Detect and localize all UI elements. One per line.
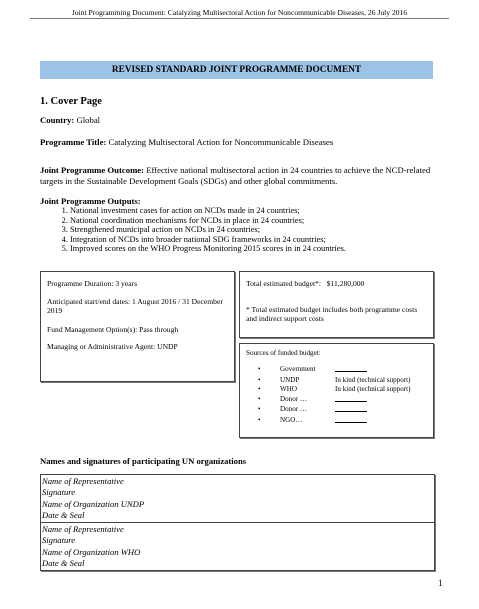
source-row [258, 376, 410, 386]
header-rule [30, 18, 449, 19]
representative-line: Name of Representative [42, 476, 124, 486]
source-row [258, 365, 410, 376]
signatures-table [40, 474, 435, 571]
sources-title: Sources of funded budget: [246, 349, 321, 357]
bullet-icon: • [258, 385, 261, 394]
outcome-label: Joint Programme Outcome: [40, 165, 145, 175]
programme-details-box [40, 271, 235, 382]
source-name: Government [280, 365, 316, 373]
source-blank [335, 365, 367, 376]
organization-line: Name of Organization UNDP [42, 498, 145, 509]
source-name: UNDP [280, 375, 300, 384]
country-label: Country: [40, 115, 75, 125]
source-value: In kind (technical support) [335, 385, 411, 394]
document-banner: REVISED STANDARD JOINT PROGRAMME DOCUMENT [40, 61, 433, 79]
source-name: Donor … [280, 394, 307, 403]
programme-title-label: Programme Title: [40, 137, 107, 147]
source-blank [335, 395, 367, 406]
outcome-text: Effective national multisectoral action in 24 countries to achieve the NCD-related targets in the Sustainable Development Goals (SDGs) and other global commitments. [40, 165, 431, 186]
budget-note: * Total estimated budget includes both programme costs and indirect support costs [246, 305, 418, 324]
output-item: 1. National investment cases for action on NCDs made in 24 countries; [70, 206, 440, 216]
sources-list [258, 365, 410, 427]
signatures-heading: Names and signatures of participating UN organizations [40, 456, 247, 466]
organization-line: Name of Organization WHO [42, 546, 141, 557]
fund-option-text: Fund Management Option(s): Pass through [47, 325, 179, 334]
representative-line: Name of Representative [42, 524, 124, 535]
programme-title-value: Catalyzing Multisectoral Action for Noncommunicable Diseases [108, 137, 334, 147]
agent-text: Managing or Administrative Agent: UNDP [47, 342, 178, 351]
output-item: 2. National coordination mechanisms for NCDs in place in 24 countries; [70, 216, 440, 226]
budget-label: Total estimated budget*: [246, 279, 321, 288]
source-blank [335, 405, 367, 416]
country-line [40, 115, 100, 125]
outputs-label: Joint Programme Outputs: [40, 196, 141, 206]
source-blank [335, 416, 367, 427]
date-seal-line: Date & Seal [42, 558, 85, 569]
output-item: 4. Integration of NCDs into broader national SDG frameworks in 24 countries; [70, 235, 440, 245]
bullet-icon: • [258, 365, 261, 373]
bullet-icon: • [258, 405, 261, 414]
funding-sources-box [239, 343, 434, 438]
signature-line: Signature [42, 535, 76, 546]
source-name: NGO… [280, 415, 303, 424]
budget-box [239, 271, 434, 338]
bullet-icon: • [258, 394, 261, 403]
source-row [258, 416, 410, 427]
signature-block-who [41, 522, 434, 570]
page-number: 1 [438, 578, 443, 588]
source-row [258, 385, 410, 395]
dates-text: Anticipated start/end dates: 1 August 2016 / 31 December 2019 [47, 297, 223, 316]
source-name: Donor … [280, 405, 307, 414]
outcome-paragraph [40, 165, 435, 186]
bullet-icon: • [258, 375, 261, 384]
budget-line [246, 279, 364, 288]
output-item: 3. Strengthened municipal action on NCDs in 24 countries; [70, 225, 440, 235]
source-row [258, 405, 410, 416]
bullet-icon: • [258, 415, 261, 424]
source-row [258, 395, 410, 406]
source-value: In kind (technical support) [335, 375, 411, 384]
budget-value: $11,280,000 [326, 279, 365, 288]
running-header: Joint Programming Document: Catalyzing Multisectoral Action for Noncommunicable Diseases, 26 July 2016 [71, 8, 408, 17]
source-name: WHO [280, 385, 297, 394]
duration-text: Programme Duration: 3 years [47, 279, 138, 288]
date-seal-line: Date & Seal [42, 509, 85, 520]
outputs-list [40, 206, 440, 254]
section-title: 1. Cover Page [40, 96, 102, 107]
output-item: 5. Improved scores on the WHO Progress Monitoring 2015 scores in in 24 countries. [70, 244, 440, 254]
country-value: Global [76, 115, 101, 125]
signature-block-undp [41, 475, 434, 522]
signature-line: Signature [42, 487, 76, 498]
programme-title-line [40, 137, 333, 147]
